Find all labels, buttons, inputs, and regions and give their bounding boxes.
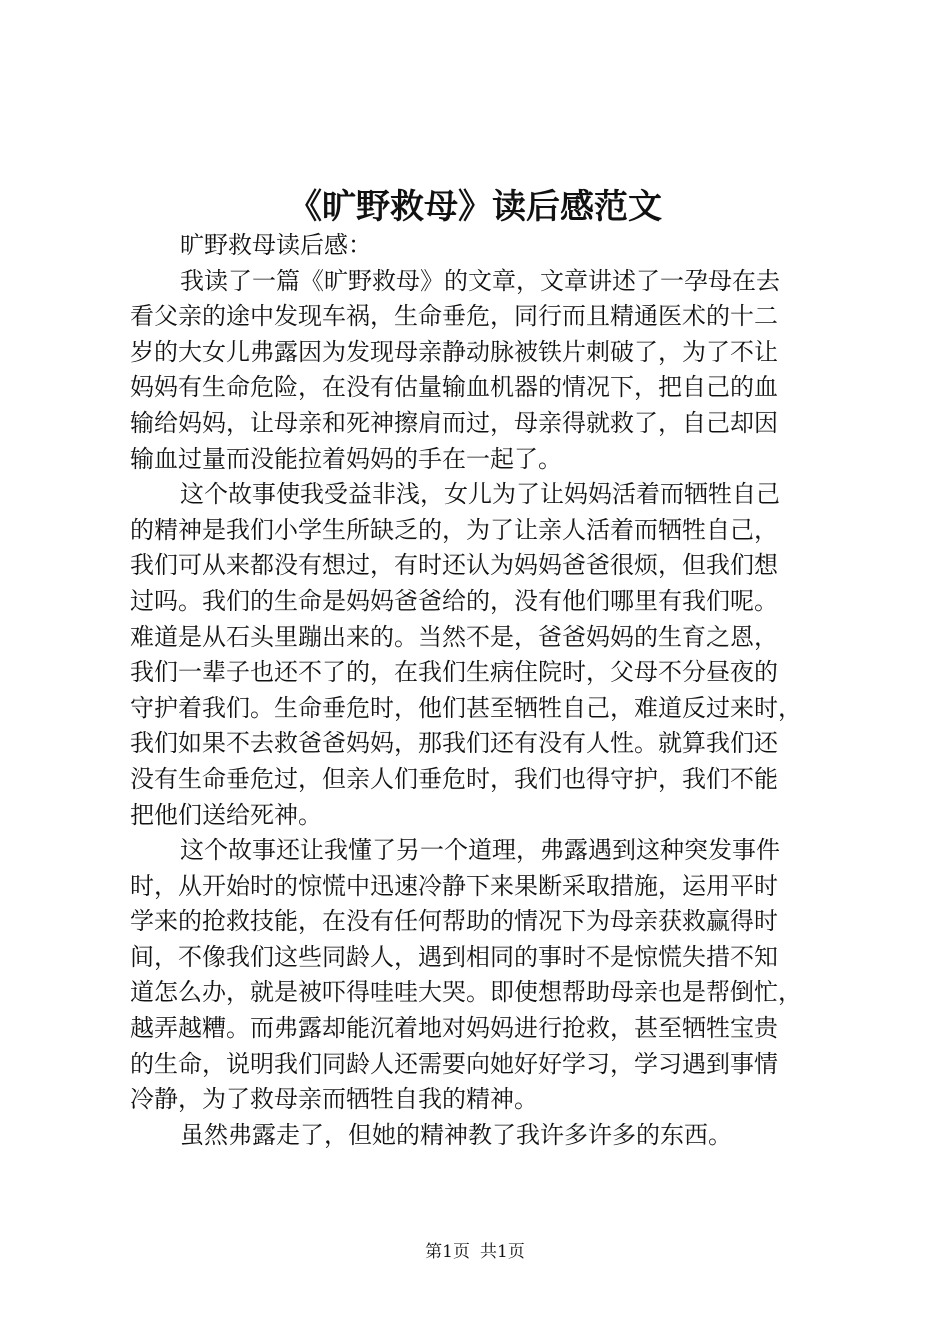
paragraph-line: 冷静，为了救母亲而牺牲自我的精神。 bbox=[130, 1085, 538, 1114]
paragraph-line: 的生命，说明我们同龄人还需要向她好好学习，学习遇到事情 bbox=[130, 1049, 778, 1078]
paragraph-line: 道怎么办，就是被吓得哇哇大哭。即使想帮助母亲也是帮倒忙， bbox=[130, 978, 802, 1007]
paragraph-line: 我们如果不去救爸爸妈妈，那我们还有没有人性。就算我们还 bbox=[130, 729, 778, 758]
paragraph-line: 我们可从来都没有想过，有时还认为妈妈爸爸很烦，但我们想 bbox=[130, 551, 778, 580]
document-body bbox=[130, 228, 850, 1153]
page-total: 共1页 bbox=[480, 1242, 525, 1262]
paragraph-line: 虽然弗露走了，但她的精神教了我许多许多的东西。 bbox=[180, 1120, 732, 1149]
paragraph-line: 没有生命垂危过，但亲人们垂危时，我们也得守护，我们不能 bbox=[130, 764, 778, 793]
paragraph-line: 妈妈有生命危险，在没有估量输血机器的情况下，把自己的血 bbox=[130, 373, 778, 402]
paragraph-line: 岁的大女儿弗露因为发现母亲静动脉被铁片刺破了，为了不让 bbox=[130, 337, 778, 366]
paragraph-line: 看父亲的途中发现车祸，生命垂危，同行而且精通医术的十二 bbox=[130, 302, 778, 331]
paragraph-line: 难道是从石头里蹦出来的。当然不是，爸爸妈妈的生育之恩， bbox=[130, 622, 778, 651]
page-number: 第1页 bbox=[425, 1242, 470, 1262]
paragraph-line: 这个故事还让我懂了另一个道理，弗露遇到这种突发事件 bbox=[180, 836, 780, 865]
paragraph-line: 间，不像我们这些同龄人，遇到相同的事时不是惊慌失措不知 bbox=[130, 942, 778, 971]
paragraph-line: 时，从开始时的惊慌中迅速冷静下来果断采取措施，运用平时 bbox=[130, 871, 778, 900]
paragraph-line: 这个故事使我受益非浅，女儿为了让妈妈活着而牺牲自己 bbox=[180, 480, 780, 509]
paragraph-line: 学来的抢救技能，在没有任何帮助的情况下为母亲获救赢得时 bbox=[130, 907, 778, 936]
paragraph-line: 的精神是我们小学生所缺乏的，为了让亲人活着而牺牲自己， bbox=[130, 515, 778, 544]
paragraph-line: 我读了一篇《旷野救母》的文章，文章讲述了一孕母在去 bbox=[180, 266, 780, 295]
paragraph-line: 守护着我们。生命垂危时，他们甚至牺牲自己，难道反过来时， bbox=[130, 693, 802, 722]
paragraph-line: 过吗。我们的生命是妈妈爸爸给的，没有他们哪里有我们呢。 bbox=[130, 586, 778, 615]
paragraph-line: 输给妈妈，让母亲和死神擦肩而过，母亲得就救了，自己却因 bbox=[130, 408, 778, 437]
paragraph-line: 输血过量而没能拉着妈妈的手在一起了。 bbox=[130, 444, 562, 473]
paragraph-line: 我们一辈子也还不了的，在我们生病住院时，父母不分昼夜的 bbox=[130, 658, 778, 687]
paragraph-line: 越弄越糟。而弗露却能沉着地对妈妈进行抢救，甚至牺牲宝贵 bbox=[130, 1014, 778, 1043]
document-title: 《旷野救母》读后感范文 bbox=[288, 187, 662, 227]
paragraph-line: 把他们送给死神。 bbox=[130, 800, 322, 829]
page-footer bbox=[0, 1240, 950, 1264]
paragraph-line: 旷野救母读后感： bbox=[180, 231, 372, 259]
